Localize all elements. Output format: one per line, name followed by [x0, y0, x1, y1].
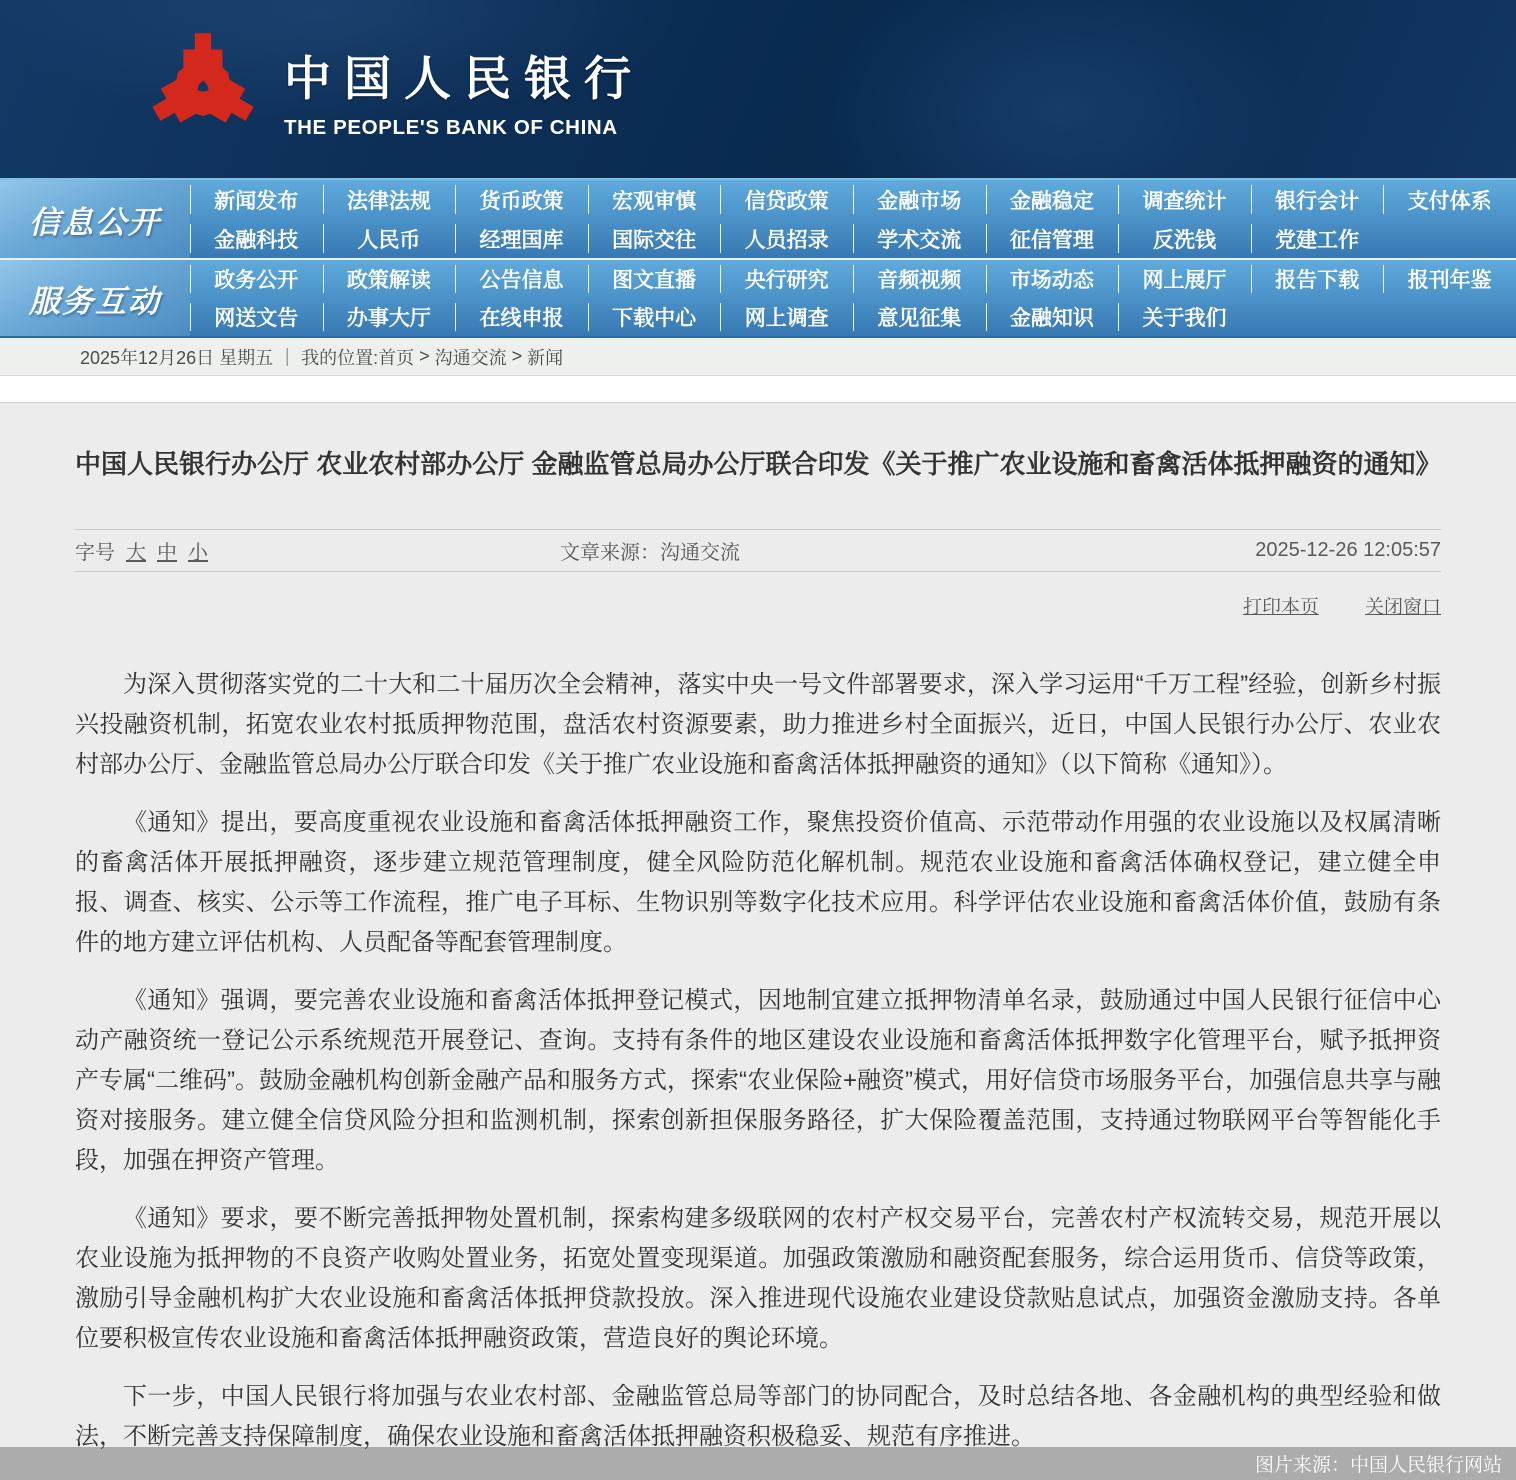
nav-item[interactable]: 关于我们: [1118, 298, 1251, 336]
nav-item[interactable]: 支付体系: [1383, 180, 1516, 219]
article-paragraph: 《通知》强调，要完善农业设施和畜禽活体抵押登记模式，因地制宜建立抵押物清单名录，鼓励通过中国人民银行征信中心动产融资统一登记公示系统规范开展登记、查询。支持有条件的地区建设农业设施和畜禽活体抵押数字化管理平台，赋予抵押资产专属“二维码”。鼓励金融机构创新金融产品和服务方式，探索“农业保险+融资”模式，用好信贷市场服务平台，加强信息共享与融资对接服务。建立健全信贷风险分担和监测机制，探索创新担保服务路径，扩大保险覆盖范围，支持通过物联网平台等智能化手段，加强在押资产管理。: [75, 987, 1441, 1175]
nav-item[interactable]: 学术交流: [853, 219, 986, 258]
breadcrumb-link[interactable]: 沟通交流: [434, 347, 507, 368]
nav-item[interactable]: 金融科技: [190, 219, 323, 258]
nav-item[interactable]: 金融市场: [853, 180, 986, 219]
source-value: 沟通交流: [660, 542, 740, 565]
nav-item-empty: [1251, 298, 1384, 336]
nav-item[interactable]: 党建工作: [1251, 219, 1384, 258]
page-title: 中国人民银行办公厅 农业农村部办公厅 金融监管总局办公厅联合印发《关于推广农业设施和畜禽活体抵押融资的通知》: [75, 449, 1442, 479]
nav-section: [0, 180, 1516, 258]
nav-item-empty: [1383, 298, 1516, 336]
nav-item[interactable]: 政策解读: [323, 260, 456, 298]
logo-subtitle: THE PEOPLE'S BANK OF CHINA: [284, 116, 618, 139]
breadcrumb-date: 2025年12月26日 星期五: [80, 347, 274, 368]
nav-item[interactable]: 人员招录: [720, 219, 853, 258]
font-size-label: 字号: [75, 542, 115, 565]
nav-item[interactable]: 在线申报: [455, 298, 588, 336]
nav-item[interactable]: 公告信息: [455, 260, 588, 298]
article-paragraph: 《通知》提出，要高度重视农业设施和畜禽活体抵押融资工作，聚焦投资价值高、示范带动作用强的农业设施以及权属清晰的畜禽活体开展抵押融资，逐步建立规范管理制度，健全风险防范化解机制。规范农业设施和畜禽活体确权登记，建立健全申报、调查、核实、公示等工作流程，推广电子耳标、生物识别等数字化技术应用。科学评估农业设施和畜禽活体价值，鼓励有条件的地方建立评估机构、人员配备等配套管理制度。: [75, 809, 1441, 957]
article-body: [75, 665, 1441, 1457]
nav-item[interactable]: 意见征集: [853, 298, 986, 336]
nav-item[interactable]: 银行会计: [1251, 180, 1384, 219]
article-paragraph: 为深入贯彻落实党的二十大和二十届历次全会精神，落实中央一号文件部署要求，深入学习运用“千万工程”经验，创新乡村振兴投融资机制，拓宽农业农村抵质押物范围，盘活农村资源要素，助力推进乡村全面振兴，近日，中国人民银行办公厅、农业农村部办公厅、金融监管总局办公厅联合印发《关于推广农业设施和畜禽活体抵押融资的通知》（以下简称《通知》）。: [75, 671, 1441, 779]
publish-datetime: 2025-12-26 12:05:57: [1255, 539, 1441, 562]
image-source-caption: 图片来源：中国人民银行网站: [1254, 1455, 1502, 1476]
article-paragraph: 《通知》要求，要不断完善抵押物处置机制，探索构建多级联网的农村产权交易平台，完善农村产权流转交易，规范开展以农业设施为抵押物的不良资产收购处置业务，拓宽处置变现渠道。加强政策激励和融资配套服务，综合运用货币、信贷等政策，激励引导金融机构扩大农业设施和畜禽活体抵押贷款投放。深入推进现代设施农业建设贷款贴息试点，加强资金激励支持。各单位要积极宣传农业设施和畜禽活体抵押融资政策，营造良好的舆论环境。: [75, 1205, 1441, 1353]
nav-item[interactable]: 反洗钱: [1118, 219, 1251, 258]
nav-item[interactable]: 人民币: [323, 219, 456, 258]
nav-item[interactable]: 网上展厅: [1118, 260, 1251, 298]
nav-item[interactable]: 报告下载: [1251, 260, 1384, 298]
nav-item[interactable]: 宏观审慎: [588, 180, 721, 219]
breadcrumb-separator: >: [506, 346, 528, 366]
nav-item[interactable]: 央行研究: [720, 260, 853, 298]
nav-section-label[interactable]: 信息公开: [0, 180, 190, 258]
nav-item[interactable]: 新闻发布: [190, 180, 323, 219]
article-paragraph: 下一步，中国人民银行将加强与农业农村部、金融监管总局等部门的协同配合，及时总结各地、各金融机构的典型经验和做法，不断完善支持保障制度，确保农业设施和畜禽活体抵押融资积极稳妥、规范有序推进。: [75, 1383, 1441, 1451]
nav-item[interactable]: 国际交往: [588, 219, 721, 258]
close-window-button[interactable]: 关闭窗口: [1364, 597, 1441, 619]
nav-menu: [190, 260, 1516, 336]
nav-item[interactable]: 政务公开: [190, 260, 323, 298]
pboc-emblem-icon: [146, 24, 260, 150]
nav-section-label[interactable]: 服务互动: [0, 260, 190, 336]
divider: [75, 571, 1441, 572]
print-page-button[interactable]: 打印本页: [1242, 597, 1319, 619]
nav-item[interactable]: 经理国库: [455, 219, 588, 258]
source-label: 文章来源：: [560, 542, 660, 565]
breadcrumb: [0, 338, 1516, 376]
nav-item[interactable]: 图文直播: [588, 260, 721, 298]
nav-item[interactable]: 下载中心: [588, 298, 721, 336]
nav-item[interactable]: 法律法规: [323, 180, 456, 219]
breadcrumb-link[interactable]: 首页: [378, 347, 415, 368]
pboc-logo[interactable]: [146, 24, 644, 150]
breadcrumb-link[interactable]: 新闻: [527, 347, 564, 368]
site-header: [0, 0, 1516, 178]
font-size-large-button[interactable]: 大: [126, 542, 146, 565]
nav-item[interactable]: 信贷政策: [720, 180, 853, 219]
article-actions: [75, 592, 1441, 619]
nav-item[interactable]: 调查统计: [1118, 180, 1251, 219]
nav-item[interactable]: 征信管理: [986, 219, 1119, 258]
nav-item[interactable]: 办事大厅: [323, 298, 456, 336]
logo-title: 中国人民银行: [284, 52, 644, 107]
nav-item[interactable]: 网送文告: [190, 298, 323, 336]
article-meta: [75, 530, 1441, 571]
font-size-medium-button[interactable]: 中: [157, 542, 177, 565]
nav-item[interactable]: 金融知识: [986, 298, 1119, 336]
main-navigation: [0, 178, 1516, 338]
font-size-small-button[interactable]: 小: [188, 542, 208, 565]
breadcrumb-divider: ｜: [273, 347, 302, 368]
nav-item[interactable]: 网上调查: [720, 298, 853, 336]
spacer-strip: [0, 376, 1516, 403]
nav-item[interactable]: 货币政策: [455, 180, 588, 219]
nav-item[interactable]: 报刊年鉴: [1383, 260, 1516, 298]
nav-item-empty: [1383, 219, 1516, 258]
nav-menu: [190, 180, 1516, 258]
nav-item[interactable]: 金融稳定: [986, 180, 1119, 219]
article-container: [0, 447, 1516, 1457]
nav-item[interactable]: 市场动态: [986, 260, 1119, 298]
nav-section: [0, 258, 1516, 336]
breadcrumb-separator: >: [414, 346, 435, 366]
breadcrumb-location-label: 我的位置:: [301, 347, 379, 368]
nav-item[interactable]: 音频视频: [853, 260, 986, 298]
